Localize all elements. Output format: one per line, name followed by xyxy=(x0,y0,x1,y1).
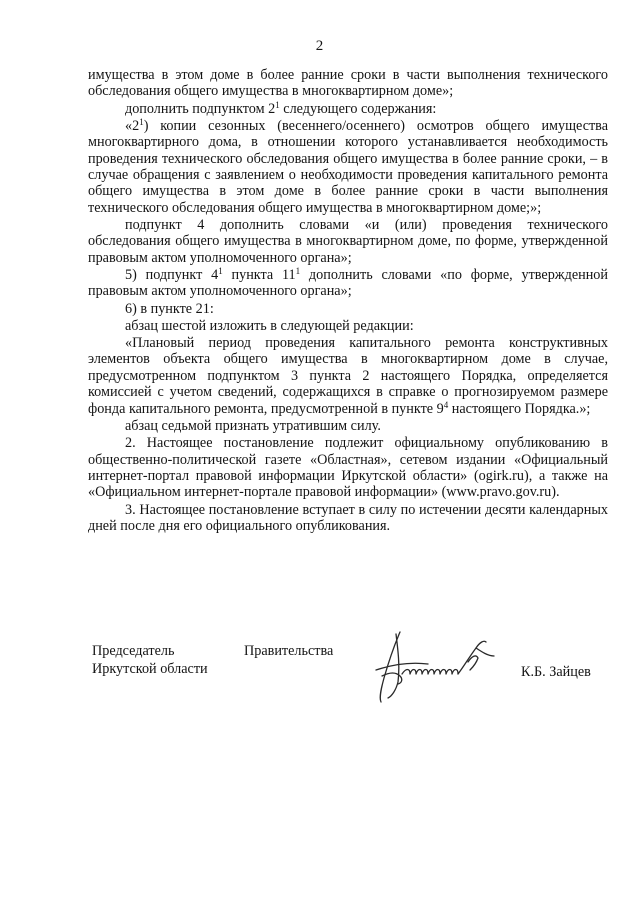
paragraph-abzac-6: абзац шестой изложить в следующей редакции: xyxy=(125,317,414,334)
paragraph-abzac-7: абзац седьмой признать утратившим силу. xyxy=(125,417,381,434)
paragraph-effective-date: 3. Настоящее постановление вступает в силу по истечении десяти календарных дней после дня его официального опубликования. xyxy=(88,501,608,534)
paragraph-item-6: 6) в пункте 21: xyxy=(125,300,214,317)
signer-name: К.Б. Зайцев xyxy=(521,664,591,680)
paragraph-publication: 2. Настоящее постановление подлежит официальному опубликованию в общественно-политической газете «Областная», сетевом издании «Официальный интернет-портал правовой информации Иркутской области» (ogirk.ru), а также на «Официальном интернет-портале правовой информации» (www.pravo.gov.ru). xyxy=(88,435,608,501)
signer-position-line1: Председатель xyxy=(92,643,175,659)
signer-position-line2: Иркутской области xyxy=(92,661,208,677)
page-number: 2 xyxy=(315,38,324,54)
paragraph-add-subitem: дополнить подпунктом $2^1$ следующего содержания: xyxy=(125,99,437,117)
handwritten-signature xyxy=(372,626,502,708)
document-body xyxy=(88,67,608,535)
paragraph-item-5: 5) подпункт $4^1$ пункта $11^1$ дополнить словами «по форме, утвержденной правовым актом уполномоченного органа»; xyxy=(88,266,608,300)
paragraph-planned-period: «Плановый период проведения капитального ремонта конструктивных элементов объекта общего имущества в многоквартирном доме в случае, предусмотренном подпунктом 3 пункта 2 настоящего Порядка, определяется комиссией с учетом сведений, содержащихся в справке о прогнозируемом размере фонда капитального ремонта, предусмотренной в пункте $9^4$ настоящего Порядка.»; xyxy=(88,335,608,417)
paragraph-subitem-4: подпункт 4 дополнить словами «и (или) проведения технического обследования общего имущества в многоквартирном доме, по форме, утвержденной правовым актом уполномоченного органа»; xyxy=(88,217,608,266)
signer-position-government: Правительства xyxy=(244,643,334,659)
paragraph-subitem-text: «$2^1$) копии сезонных (весеннего/осеннего) осмотров общего имущества многоквартирного дома, в отношении которого устанавливается необходимость проведения технического обследования общего имущества в более ранние сроки, – в случае обращения с заявлением о необходимости проведения капитального ремонта общего имущества в этом доме в более ранние сроки в части выполнения технического обследования общего имущества в многоквартирном доме;»; xyxy=(88,116,608,216)
paragraph-continuation: имущества в этом доме в более ранние сроки в части выполнения технического обследования общего имущества в многоквартирном доме»; xyxy=(88,67,608,100)
